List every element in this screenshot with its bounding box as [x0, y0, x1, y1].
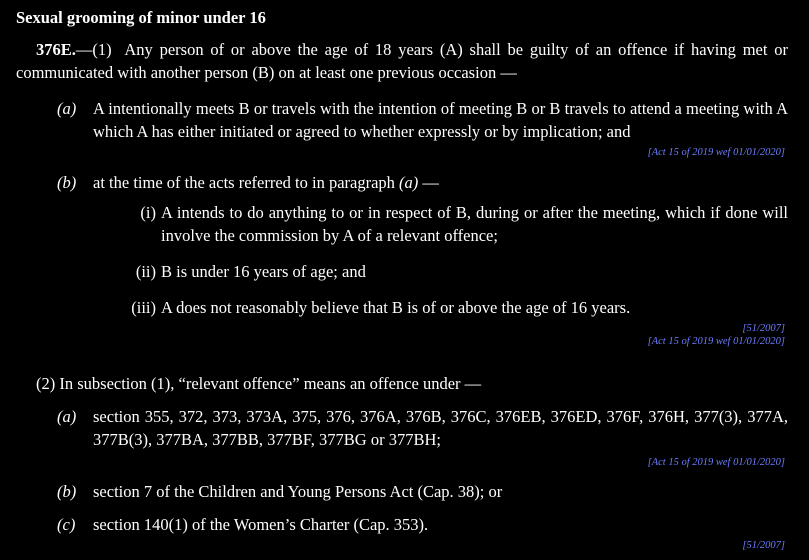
subparagraph-text: B is under 16 years of age; and [161, 262, 366, 281]
paragraph-label: (b) [57, 482, 77, 501]
paragraph-text-post: — [418, 173, 439, 192]
amendment-reference-link[interactable]: [Act 15 of 2019 wef 01/01/2020] [647, 457, 785, 468]
subsection-1 [16, 38, 788, 84]
amendment-reference-link[interactable]: [51/2007] [742, 540, 785, 551]
paragraph-label: (a) [57, 99, 77, 118]
paragraph-text: section 140(1) of the Women’s Charter (Cap. 353). [93, 515, 429, 534]
amendment-reference-link[interactable]: [Act 15 of 2019 wef 01/01/2020] [647, 147, 785, 158]
paragraph-label: (a) [57, 407, 77, 426]
subparagraph-text: A intends to do anything to or in respect of B, during or after the meeting, which if done will involve the commission by A of a relevant offence; [161, 203, 788, 245]
paragraph-text-pre: at the time of the acts referred to in paragraph [93, 173, 400, 192]
paragraph-text: section 7 of the Children and Young Persons Act (Cap. 38); or [93, 482, 503, 501]
amendment-reference-link[interactable]: [51/2007] [742, 323, 785, 334]
subsection-2: (2) In subsection (1), “relevant offence” means an offence under — [36, 374, 482, 393]
section-dash: — [75, 40, 93, 59]
amendment-reference-group [485, 322, 785, 348]
paragraph-text [93, 171, 788, 194]
subsection-number: (1) [92, 40, 112, 59]
amendment-reference-link[interactable]: [Act 15 of 2019 wef 01/01/2020] [647, 336, 785, 347]
paragraph-label: (b) [57, 173, 77, 192]
paragraph-text: A intentionally meets B or travels with the intention of meeting B or B travels to attend a meeting with A which A has either initiated or agreed to whether expressly or by implication; and [93, 99, 788, 141]
subparagraph-text: A does not reasonably believe that B is of or above the age of 16 years. [161, 298, 631, 317]
paragraph-cross-reference: (a) [399, 173, 419, 192]
subparagraph-label: (iii) [131, 298, 156, 317]
section-number: 376E. [36, 40, 76, 59]
subparagraph-label: (ii) [135, 262, 156, 281]
section-heading: Sexual grooming of minor under 16 [16, 8, 266, 27]
subparagraph-label: (i) [140, 203, 156, 222]
paragraph-text: section 355, 372, 373, 373A, 375, 376, 376A, 376B, 376C, 376EB, 376ED, 376F, 376H, 377(3), 377A, 377B(3), 377BA, 377BB, 377BF, 377BG or 377BH; [93, 407, 788, 449]
paragraph-label: (c) [57, 515, 76, 534]
subsection-1-text: Any person of or above the age of 18 years (A) shall be guilty of an offence if having met or communicated with another person (B) on at least one previous occasion — [16, 40, 788, 82]
